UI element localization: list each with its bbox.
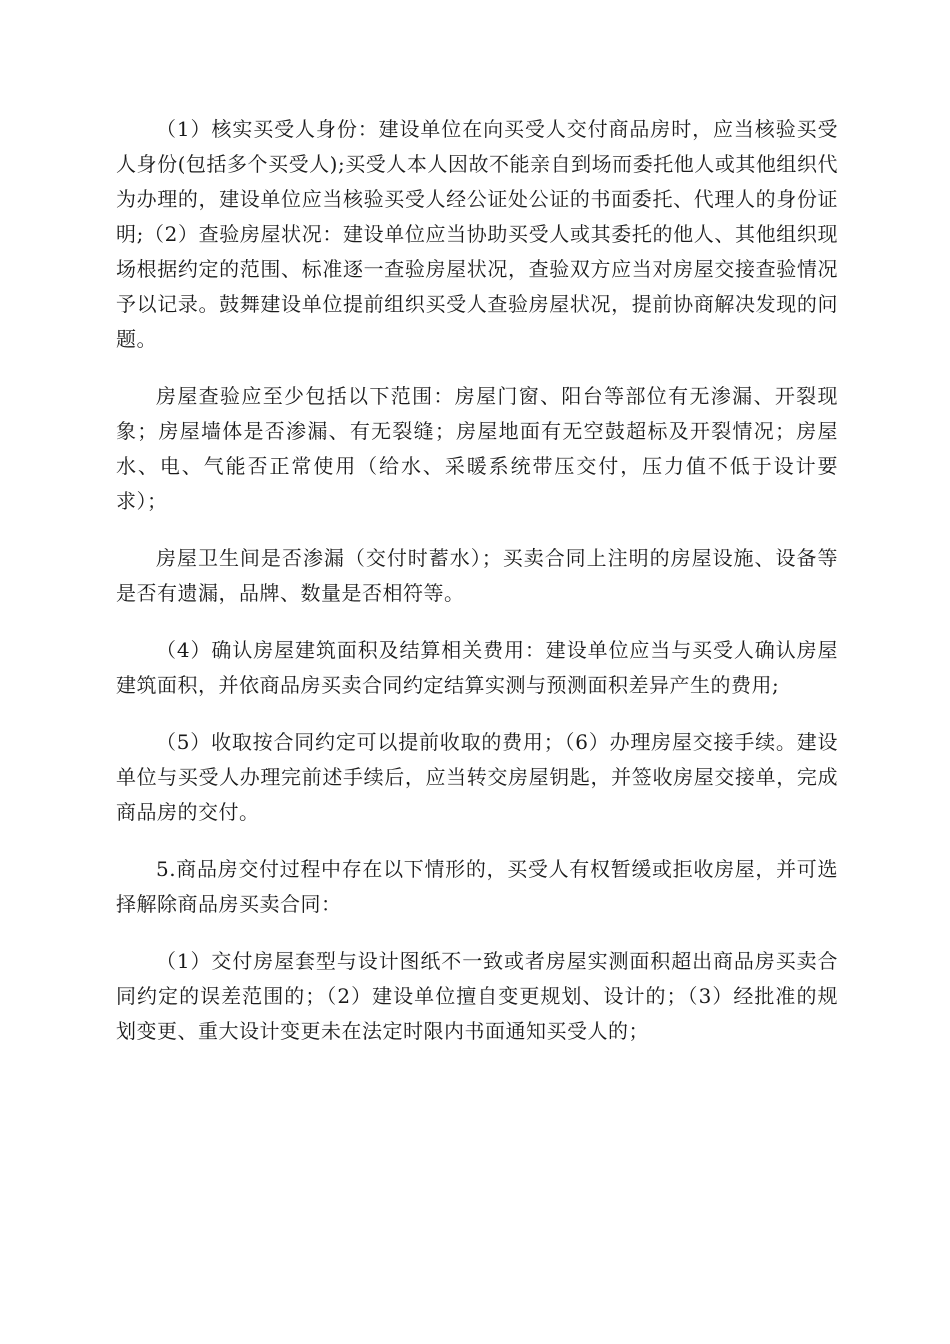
paragraph-section-5-heading: 5.商品房交付过程中存在以下情形的，买受人有权暂缓或拒收房屋，并可选择解除商品房买卖合同： <box>116 857 838 916</box>
paragraph-area-confirmation: （4）确认房屋建筑面积及结算相关费用：建设单位应当与买受人确认房屋建筑面积，并依商品房买卖合同约定结算实测与预测面积差异产生的费用; <box>116 638 838 697</box>
paragraph-fees-handover: （5）收取按合同约定可以提前收取的费用；（6）办理房屋交接手续。建设单位与买受人办理完前述手续后，应当转交房屋钥匙，并签收房屋交接单，完成商品房的交付。 <box>116 730 838 824</box>
document-body <box>116 112 838 1071</box>
paragraph-bathroom-equipment: 房屋卫生间是否渗漏（交付时蓄水）；买卖合同上注明的房屋设施、设备等是否有遗漏，品牌、数量是否相符等。 <box>116 546 838 605</box>
paragraph-rejection-conditions: （1）交付房屋套型与设计图纸不一致或者房屋实测面积超出商品房买卖合同约定的误差范围的；（2）建设单位擅自变更规划、设计的；（3）经批准的规划变更、重大设计变更未在法定时限内书面通知买受人的； <box>116 949 838 1043</box>
paragraph-inspection-scope: 房屋查验应至少包括以下范围：房屋门窗、阳台等部位有无渗漏、开裂现象；房屋墙体是否渗漏、有无裂缝；房屋地面有无空鼓超标及开裂情况；房屋水、电、气能否正常使用（给水、采暖系统带压交付，压力值不低于设计要求）； <box>116 384 838 513</box>
paragraph-buyer-identity: （1）核实买受人身份：建设单位在向买受人交付商品房时，应当核验买受人身份(包括多个买受人);买受人本人因故不能亲自到场而委托他人或其他组织代为办理的，建设单位应当核验买受人经公证处公证的书面委托、代理人的身份证明;（2）查验房屋状况：建设单位应当协助买受人或其委托的他人、其他组织现场根据约定的范围、标准逐一查验房屋状况，查验双方应当对房屋交接查验情况予以记录。鼓舞建设单位提前组织买受人查验房屋状况，提前协商解决发现的问题。 <box>116 117 838 351</box>
